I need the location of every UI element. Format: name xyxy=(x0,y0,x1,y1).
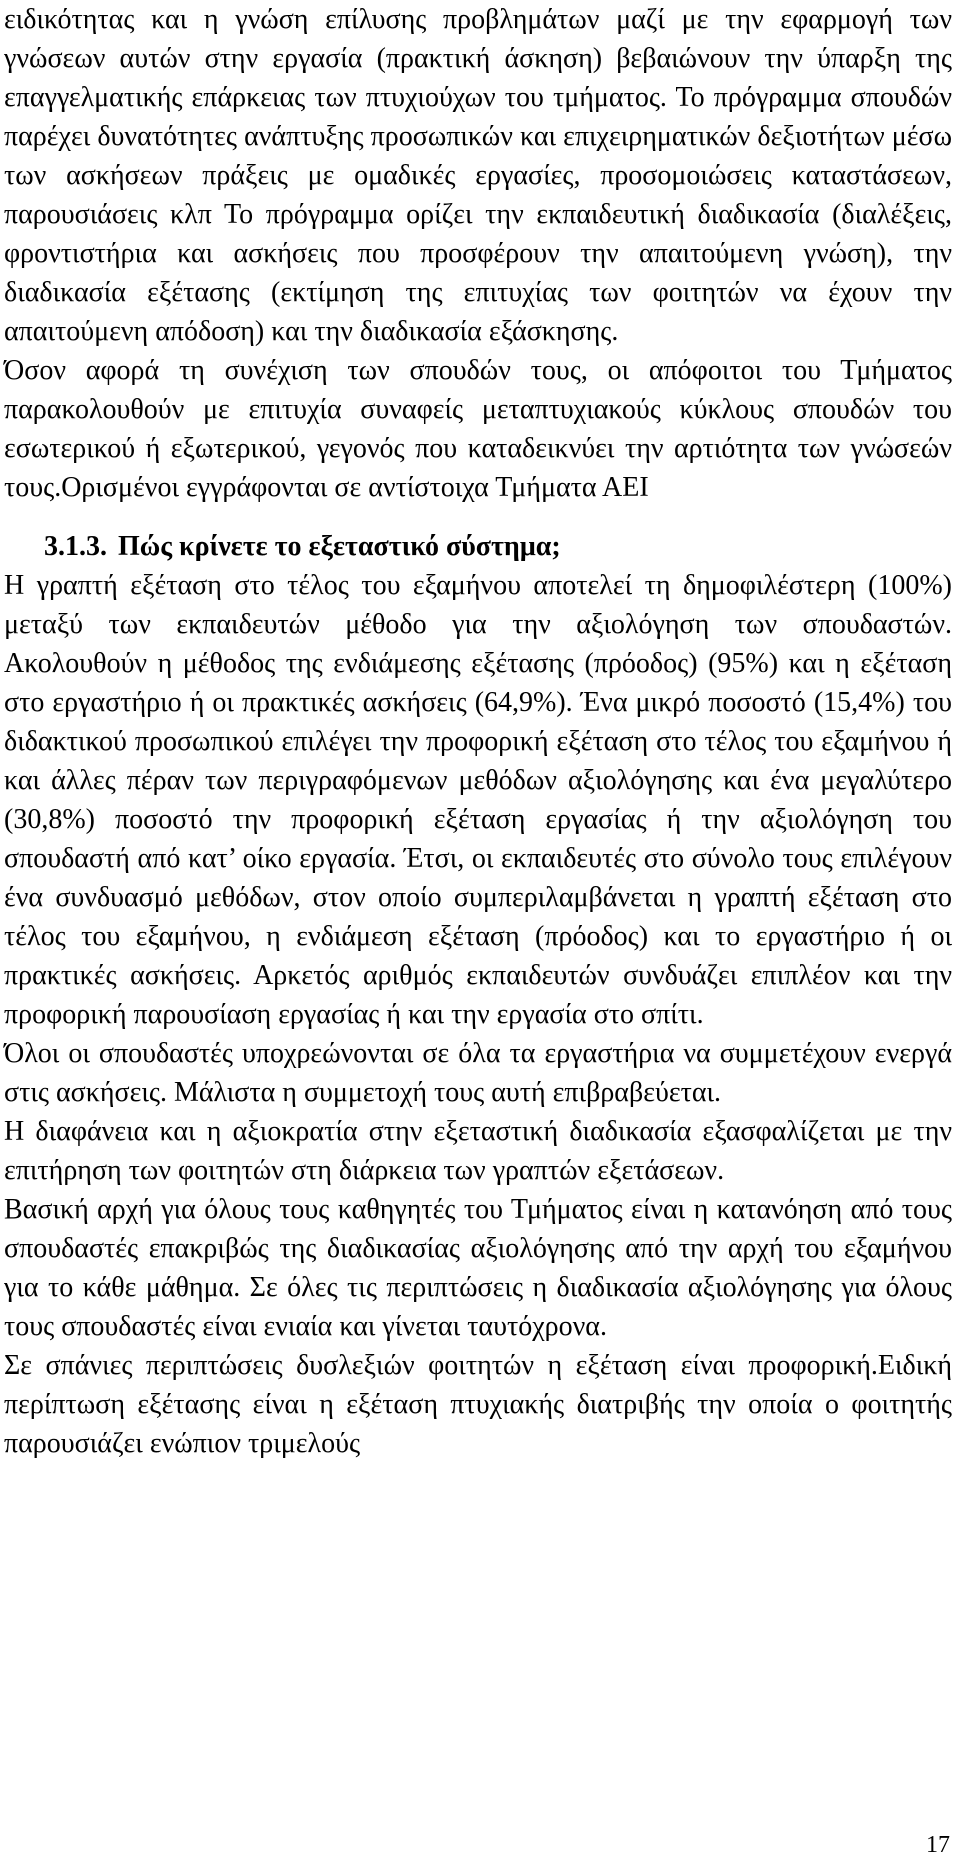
body-text xyxy=(4,0,952,1463)
assessment-principle-paragraph: Βασική αρχή για όλους τους καθηγητές του Τμήματος είναι η κατανόηση από τους σπουδαστές επακριβώς της διαδικασίας αξιολόγησης από την αρχή του εξαμήνου για το κάθε μάθημα. Σε όλες τις περιπτώσεις η διαδικασία αξιολόγησης για όλους τους σπουδαστές είναι ενιαία και γίνεται ταυτόχρονα. xyxy=(4,1194,952,1342)
section-number: 3.1.3. xyxy=(44,531,107,562)
paragraph-gap xyxy=(4,507,952,527)
graduates-paragraph: Όσον αφορά τη συνέχιση των σπουδών τους, οι απόφοιτοι του Τμήματος παρακολουθούν με επιτυχία συναφείς μεταπτυχιακούς κύκλους σπουδών του εσωτερικού ή εξωτερικού, γεγονός που καταδεικνύει την αρτιότητα των γνώσεών τους.Ορισμένοι εγγράφονται σε αντίστοιχα Τμήματα ΑΕΙ xyxy=(4,355,952,503)
continuation-paragraph: ειδικότητας και η γνώση επίλυσης προβλημάτων μαζί με την εφαρμογή των γνώσεων αυτών στην εργασία (πρακτική άσκηση) βεβαιώνουν την ύπαρξη της επαγγελματικής επάρκειας των πτυχιούχων του τμήματος. Το πρόγραμμα σπουδών παρέχει δυνατότητες ανάπτυξης προσωπικών και επιχειρηματικών δεξιοτήτων μέσω των ασκήσεων πράξεις με ομαδικές εργασίες, προσομοιώσεις καταστάσεων, παρουσιάσεις κλπ Το πρόγραμμα ορίζει την εκπαιδευτική διαδικασία (διαλέξεις, φροντιστήρια και ασκήσεις που προσφέρουν την απαιτούμενη γνώση), την διαδικασία εξέτασης (εκτίμηση της επιτυχίας των φοιτητών να έχουν την απαιτούμενη απόδοση) και την διαδικασία εξάσκησης. xyxy=(4,4,952,347)
page-number: 17 xyxy=(926,1832,950,1858)
transparency-paragraph: Η διαφάνεια και η αξιοκρατία στην εξεταστική διαδικασία εξασφαλίζεται με την επιτήρηση των φοιτητών στη διάρκεια των γραπτών εξετάσεων. xyxy=(4,1116,952,1186)
section-heading xyxy=(44,527,952,566)
section-title: Πώς κρίνετε το εξεταστικό σύστημα; xyxy=(118,531,561,562)
exam-paragraph: Η γραπτή εξέταση στο τέλος του εξαμήνου αποτελεί τη δημοφιλέστερη (100%) μεταξύ των εκπαιδευτών μέθοδο για την αξιολόγηση των σπουδαστών. Ακολουθούν η μέθοδος της ενδιάμεσης εξέτασης (πρόοδος) (95%) και η εξέταση στο εργαστήριο ή οι πρακτικές ασκήσεις (64,9%). Ένα μικρό ποσοστό (15,4%) του διδακτικού προσωπικού επιλέγει την προφορική εξέταση στο τέλος του εξαμήνου ή και άλλες πέραν των περιγραφόμενων μεθόδων αξιολόγησης και ένα μεγαλύτερο (30,8%) ποσοστό την προφορική εξέταση εργασίας ή την αξιολόγηση του σπουδαστή από κατ’ οίκο εργασία. Έτσι, οι εκπαιδευτές στο σύνολο τους επιλέγουν ένα συνδυασμό μεθόδων, στον οποίο συμπεριλαμβάνεται η γραπτή εξέταση στο τέλος του εξαμήνου, η ενδιάμεση εξέταση (πρόοδος) και το εργαστήριο ή οι πρακτικές ασκήσεις. Αρκετός αριθμός εκπαιδευτών συνδυάζει επιπλέον και την προφορική παρουσίαση εργασίας ή και την εργασία στο σπίτι. xyxy=(4,570,952,1030)
special-cases-paragraph: Σε σπάνιες περιπτώσεις δυσλεξιών φοιτητών η εξέταση είναι προφορική.Ειδική περίπτωση εξέτασης είναι η εξέταση πτυχιακής διατριβής την οποία ο φοιτητής παρουσιάζει ενώπιον τριμελούς xyxy=(4,1350,952,1459)
participation-paragraph: Όλοι οι σπουδαστές υποχρεώνονται σε όλα τα εργαστήρια να συμμετέχουν ενεργά στις ασκήσεις. Μάλιστα η συμμετοχή τους αυτή επιβραβεύεται. xyxy=(4,1038,952,1108)
